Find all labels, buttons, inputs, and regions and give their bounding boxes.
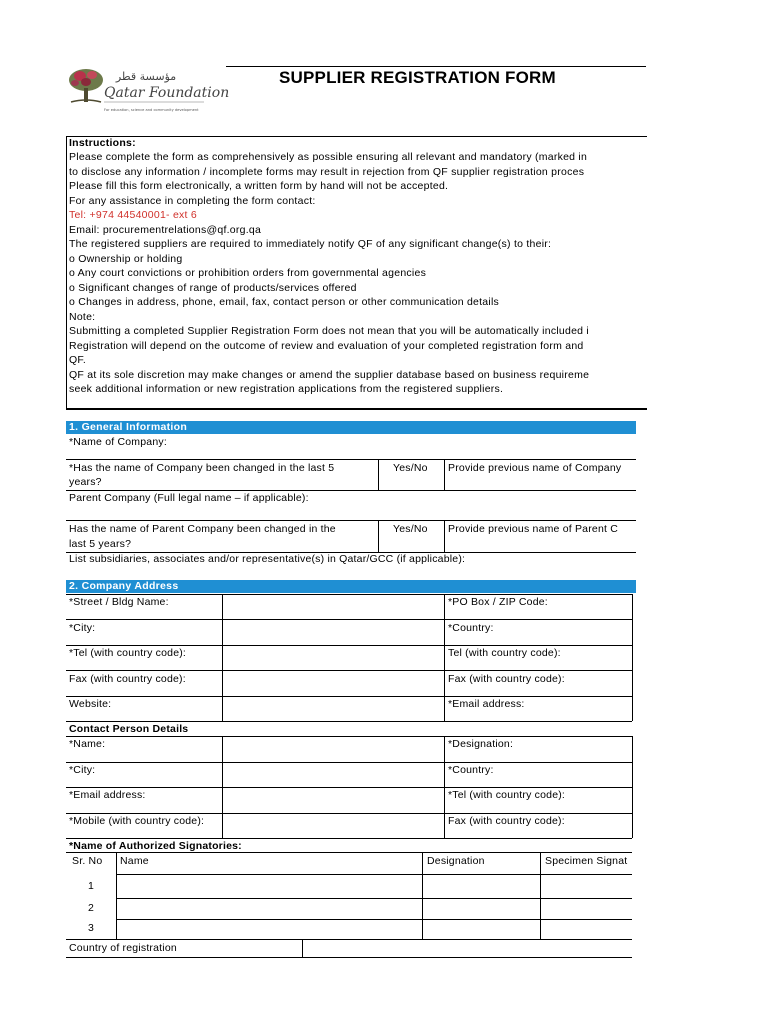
fax-label: Fax (with country code): <box>69 673 186 685</box>
contact-tel: Tel: +974 44540001- ext 6 <box>69 209 197 221</box>
instruction-line: to disclose any information / incomplete forms may result in rejection from QF supplier registration proces <box>69 166 585 178</box>
instruction-line: Registration will depend on the outcome of review and evaluation of your completed registration form and <box>69 340 584 352</box>
previous-parent-name-label: Provide previous name of Parent C <box>448 523 619 535</box>
instruction-line: o Changes in address, phone, email, fax, contact person or other communication details <box>69 296 500 308</box>
previous-name-label: Provide previous name of Company <box>448 462 622 474</box>
yes-no-field[interactable]: Yes/No <box>393 462 428 474</box>
parent-company-label: Parent Company (Full legal name – if applicable): <box>69 492 309 504</box>
form-title: SUPPLIER REGISTRATION FORM <box>279 68 556 87</box>
col-sr-no: Sr. No <box>72 855 103 867</box>
tree-icon <box>69 69 103 102</box>
contact-country-label: *Country: <box>448 764 494 776</box>
signatories-heading: *Name of Authorized Signatories: <box>69 840 242 852</box>
company-name-label: *Name of Company: <box>69 436 167 448</box>
country-registration-label: Country of registration <box>69 942 177 954</box>
row-number: 1 <box>88 880 95 892</box>
col-specimen-signature: Specimen Signat <box>545 855 628 867</box>
po-box-label: *PO Box / ZIP Code: <box>448 596 548 608</box>
section-address-header: 2. Company Address <box>66 580 636 593</box>
parent-changed-question: Has the name of Parent Company been changed in the <box>69 523 336 535</box>
contact-designation-label: *Designation: <box>448 738 514 750</box>
contact-email-label: *Email address: <box>69 789 146 801</box>
instruction-line: QF at its sole discretion may make changes or amend the supplier database based on business requireme <box>69 369 590 381</box>
country-label: *Country: <box>448 622 494 634</box>
fax2-label: Fax (with country code): <box>448 673 565 685</box>
email-label: *Email address: <box>448 698 525 710</box>
contact-mobile-label: *Mobile (with country code): <box>69 815 205 827</box>
section-general-header: 1. General Information <box>66 421 636 434</box>
contact-email: Email: procurementrelations@qf.org.qa <box>69 224 262 236</box>
instruction-line: o Any court convictions or prohibition orders from governmental agencies <box>69 267 427 279</box>
instruction-line: Submitting a completed Supplier Registration Form does not mean that you will be automatically included i <box>69 325 590 337</box>
name-changed-question: *Has the name of Company been changed in the last 5 <box>69 462 335 474</box>
instruction-line: QF. <box>69 354 87 366</box>
col-name: Name <box>120 855 149 867</box>
instruction-line: seek additional information or new registration applications from the registered suppliers. <box>69 383 504 395</box>
instruction-line: o Significant changes of range of products/services offered <box>69 282 357 294</box>
instruction-line: Please fill this form electronically, a written form by hand will not be accepted. <box>69 180 449 192</box>
contact-city-label: *City: <box>69 764 96 776</box>
contact-heading: Contact Person Details <box>69 723 189 735</box>
instruction-line: The registered suppliers are required to immediately notify QF of any significant change(s) to their: <box>69 238 552 250</box>
tel2-label: Tel (with country code): <box>448 647 561 659</box>
row-number: 3 <box>88 922 95 934</box>
street-label: *Street / Bldg Name: <box>69 596 169 608</box>
note-label: Note: <box>69 311 96 323</box>
row-number: 2 <box>88 902 95 914</box>
tel-label: *Tel (with country code): <box>69 647 187 659</box>
city-label: *City: <box>69 622 96 634</box>
name-changed-question-cont: years? <box>69 476 102 488</box>
subsidiaries-label: List subsidiaries, associates and/or representative(s) in Qatar/GCC (if applicable): <box>69 553 466 565</box>
svg-text:Qatar Foundation: Qatar Foundation <box>104 85 230 101</box>
svg-text:For education, science and com: For education, science and community development <box>104 108 199 112</box>
parent-changed-question-cont: last 5 years? <box>69 538 132 550</box>
instruction-line: o Ownership or holding <box>69 253 183 265</box>
contact-tel-label: *Tel (with country code): <box>448 789 566 801</box>
instruction-line: Please complete the form as comprehensively as possible ensuring all relevant and mandatory (marked in <box>69 151 588 163</box>
contact-name-label: *Name: <box>69 738 106 750</box>
parent-yes-no-field[interactable]: Yes/No <box>393 523 428 535</box>
contact-fax-label: Fax (with country code): <box>448 815 565 827</box>
instructions-heading: Instructions: <box>69 137 136 149</box>
website-label: Website: <box>69 698 112 710</box>
qatar-foundation-logo <box>66 66 230 118</box>
instruction-line: For any assistance in completing the form contact: <box>69 195 316 207</box>
svg-text:مؤسسة قطر: مؤسسة قطر <box>115 70 177 83</box>
col-designation: Designation <box>427 855 485 867</box>
